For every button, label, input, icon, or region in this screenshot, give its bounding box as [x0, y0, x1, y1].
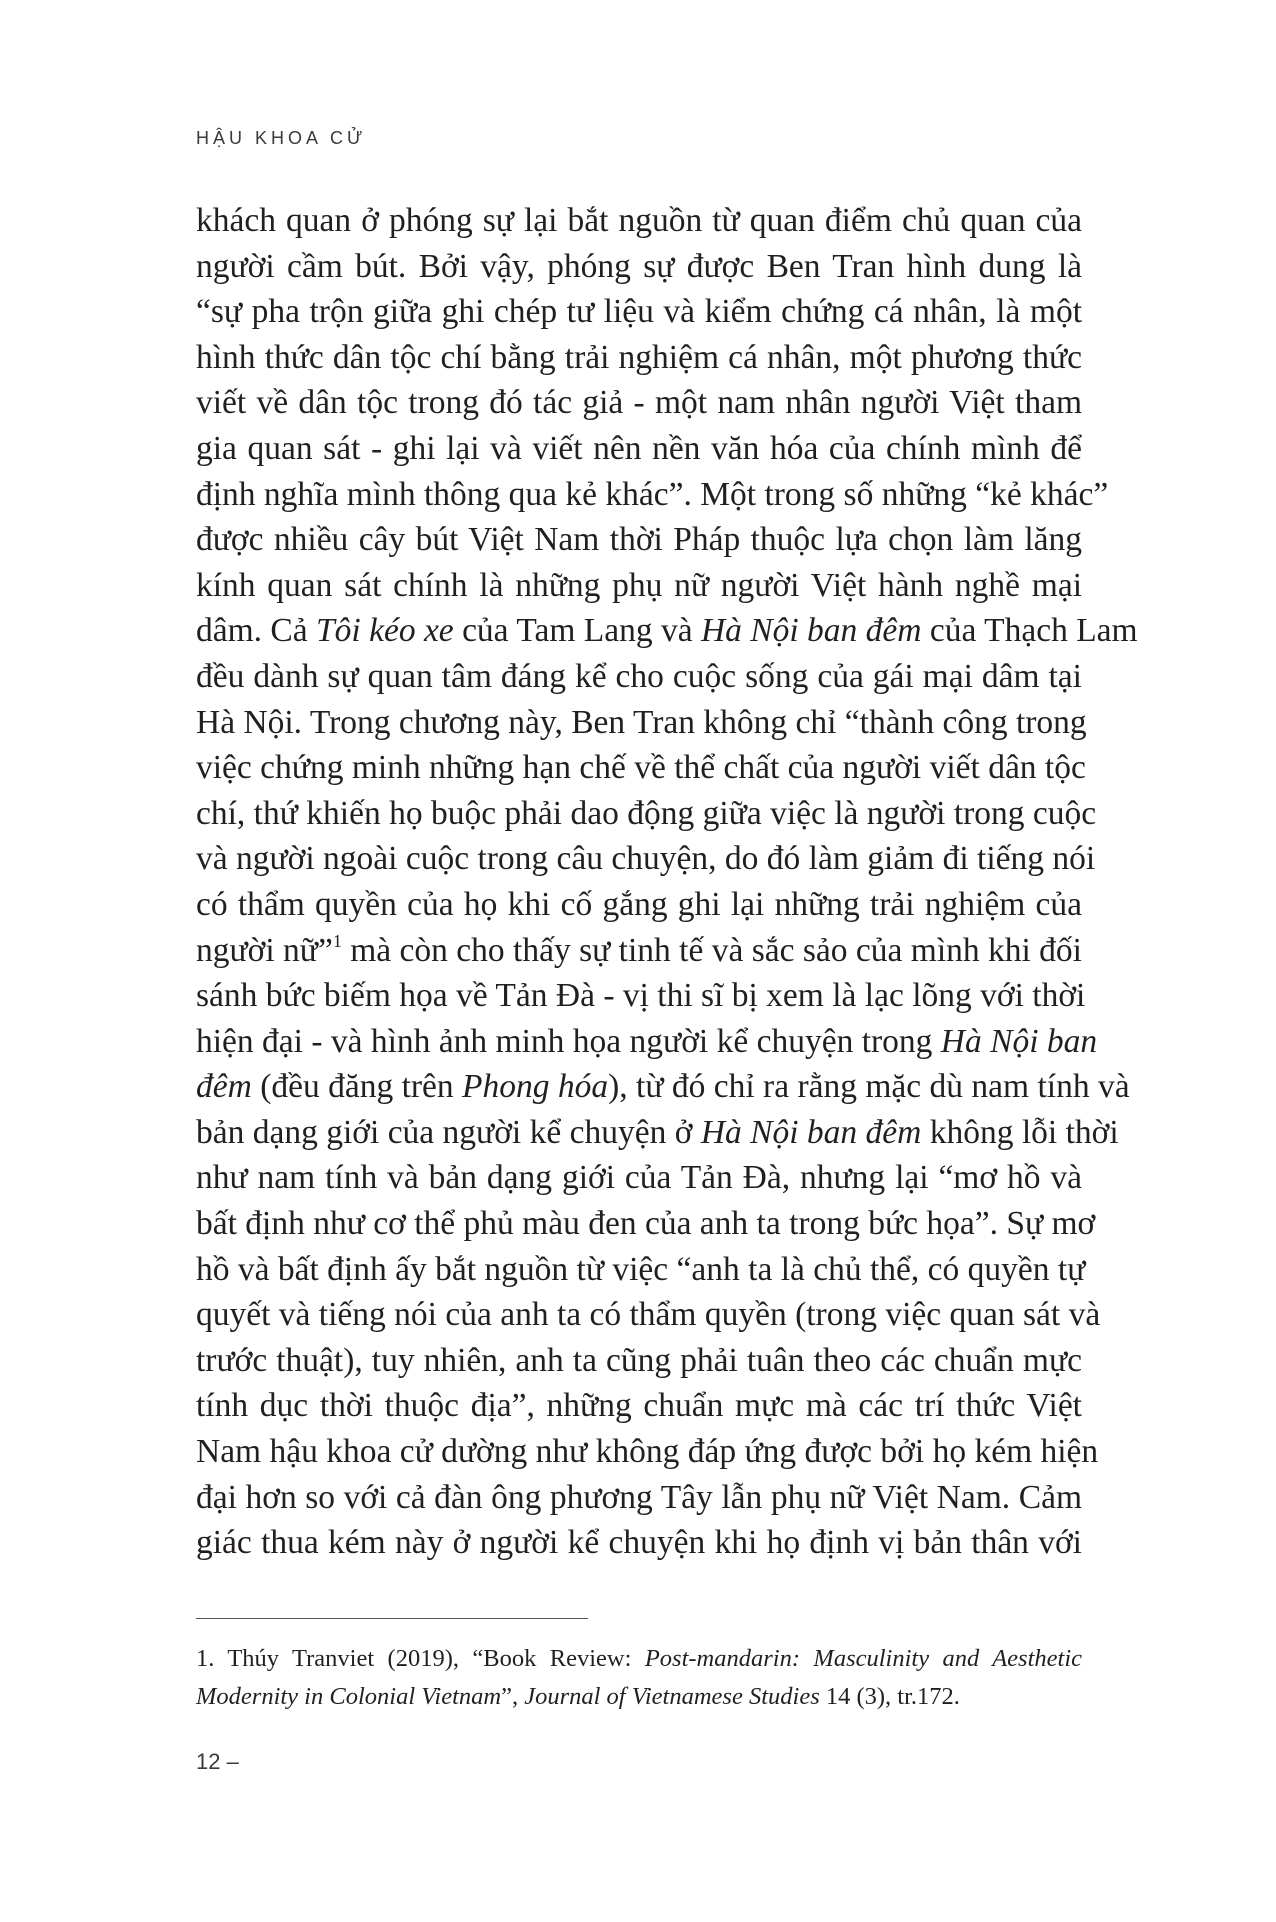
text-run: đều dành sự quan tâm đáng kể cho cuộc sống của gái mại dâm tại [196, 657, 1082, 695]
text-run: và người ngoài cuộc trong câu chuyện, do đó làm giảm đi tiếng nói [196, 840, 1096, 878]
running-header: HẬU KHOA CỬ [196, 128, 367, 148]
text-run: định nghĩa mình thông qua kẻ khác”. Một trong số những “kẻ khác” [196, 475, 1109, 513]
text-run: mà còn cho thấy sự tinh tế và sắc sảo của mình khi đối [341, 931, 1082, 969]
text-run: người cầm bút. Bởi vậy, phóng sự được Ben Tran hình dung là [196, 247, 1082, 285]
text-line [196, 517, 1082, 563]
text-line [196, 244, 1082, 290]
footnote-marker: 1 [332, 930, 342, 951]
italic-title: Hà Nội ban đêm [700, 1113, 922, 1151]
text-line [196, 1338, 1082, 1384]
text-run: 1. Thúy Tranviet (2019), “Book Review: [196, 1645, 645, 1672]
text-run: kính quan sát chính là những phụ nữ người Việt hành nghề mại [196, 566, 1082, 604]
text-run: hình thức dân tộc chí bằng trải nghiệm cá nhân, một phương thức [196, 338, 1082, 376]
text-run: bất định như cơ thể phủ màu đen của anh ta trong bức họa”. Sự mơ [196, 1205, 1096, 1243]
text-line [196, 928, 1082, 974]
text-run: chí, thứ khiến họ buộc phải dao động giữa việc là người trong cuộc [196, 794, 1097, 832]
text-run: dâm. Cả [196, 612, 317, 650]
text-run: ”, [501, 1683, 525, 1710]
text-line [196, 1520, 1082, 1566]
text-run: khách quan ở phóng sự lại bắt nguồn từ quan điểm chủ quan của [196, 202, 1082, 239]
text-line [196, 882, 1082, 928]
text-line [196, 700, 1087, 746]
body-paragraph [196, 198, 1138, 1566]
text-line [196, 654, 1082, 700]
text-run: quyết và tiếng nói của anh ta có thẩm quyền (trong việc quan sát và [196, 1296, 1101, 1334]
text-run: người nữ” [196, 931, 333, 969]
text-run: “sự pha trộn giữa ghi chép tư liệu và kiểm chứng cá nhân, là một [196, 293, 1082, 331]
text-line [196, 1475, 1082, 1521]
text-run: sánh bức biếm họa về Tản Đà - vị thi sĩ bị xem là lạc lõng với thời [196, 977, 1086, 1015]
text-run: hồ và bất định ấy bắt nguồn từ việc “anh ta là chủ thể, có quyền tự [196, 1250, 1086, 1288]
text-line [196, 380, 1082, 426]
text-run: tính dục thời thuộc địa”, những chuẩn mực mà các trí thức Việt [196, 1387, 1082, 1425]
text-line [196, 1019, 1098, 1065]
page-number: 12 – [196, 1749, 239, 1774]
text-line [196, 1383, 1082, 1429]
text-line [196, 1640, 1082, 1678]
italic-title: Phong hóa [462, 1068, 609, 1106]
italic-title: Hà Nội ban [940, 1022, 1098, 1060]
text-line [196, 289, 1082, 335]
italic-title: Post-mandarin: Masculinity and Aesthetic [644, 1645, 1082, 1672]
text-line [196, 563, 1082, 609]
text-line [196, 1247, 1086, 1293]
text-run: Nam hậu khoa cử dường như không đáp ứng được bởi họ kém hiện [196, 1433, 1099, 1471]
text-line [196, 1678, 1082, 1716]
text-line [196, 1155, 1082, 1201]
text-run: trước thuật), tuy nhiên, anh ta cũng phải tuân theo các chuẩn mực [196, 1341, 1082, 1379]
text-run: Hà Nội. Trong chương này, Ben Tran không chỉ “thành công trong [196, 703, 1087, 741]
italic-title: Modernity in Colonial Vietnam [196, 1683, 502, 1710]
text-run: giác thua kém này ở người kể chuyện khi họ định vị bản thân với [196, 1524, 1082, 1562]
text-line [196, 1110, 1119, 1156]
text-run: gia quan sát - ghi lại và viết nên nền văn hóa của chính mình để [196, 429, 1082, 467]
text-run: hiện đại - và hình ảnh minh họa người kể chuyện trong [196, 1022, 941, 1060]
italic-title: đêm [196, 1068, 252, 1106]
text-line [196, 472, 1109, 518]
text-run: của Thạch Lam [921, 612, 1138, 650]
footnote-divider [196, 1618, 588, 1619]
text-line [196, 791, 1097, 837]
text-line [196, 1201, 1096, 1247]
text-run: ), từ đó chỉ ra rằng mặc dù nam tính và [608, 1068, 1130, 1106]
text-run: như nam tính và bản dạng giới của Tản Đà, nhưng lại “mơ hồ và [196, 1159, 1082, 1197]
text-run: 14 (3), tr.172. [819, 1683, 960, 1710]
italic-title: Hà Nội ban đêm [700, 612, 922, 650]
text-line [196, 745, 1086, 791]
text-line [196, 608, 1138, 654]
text-run: việc chứng minh những hạn chế về thể chất của người viết dân tộc [196, 749, 1086, 787]
text-run: đại hơn so với cả đàn ông phương Tây lẫn phụ nữ Việt Nam. Cảm [196, 1478, 1082, 1516]
text-run: có thẩm quyền của họ khi cố gắng ghi lại những trải nghiệm của [196, 885, 1082, 923]
text-run: của Tam Lang và [453, 612, 701, 650]
text-line [196, 198, 1082, 244]
footnote [196, 1640, 1082, 1716]
text-line [196, 973, 1086, 1019]
text-line [196, 335, 1082, 381]
text-run: (đều đăng trên [251, 1068, 463, 1106]
text-line [196, 1429, 1099, 1475]
italic-title: Journal of Vietnamese Studies [524, 1683, 820, 1710]
text-run: viết về dân tộc trong đó tác giả - một nam nhân người Việt tham [196, 384, 1082, 422]
text-run: được nhiều cây bút Việt Nam thời Pháp thuộc lựa chọn làm lăng [196, 521, 1082, 559]
text-line [196, 836, 1096, 882]
text-line [196, 426, 1082, 472]
italic-title: Tôi kéo xe [316, 612, 454, 650]
text-line [196, 1292, 1101, 1338]
text-run: không lỗi thời [921, 1113, 1119, 1151]
text-line [196, 1064, 1130, 1110]
text-run: bản dạng giới của người kể chuyện ở [196, 1113, 701, 1151]
